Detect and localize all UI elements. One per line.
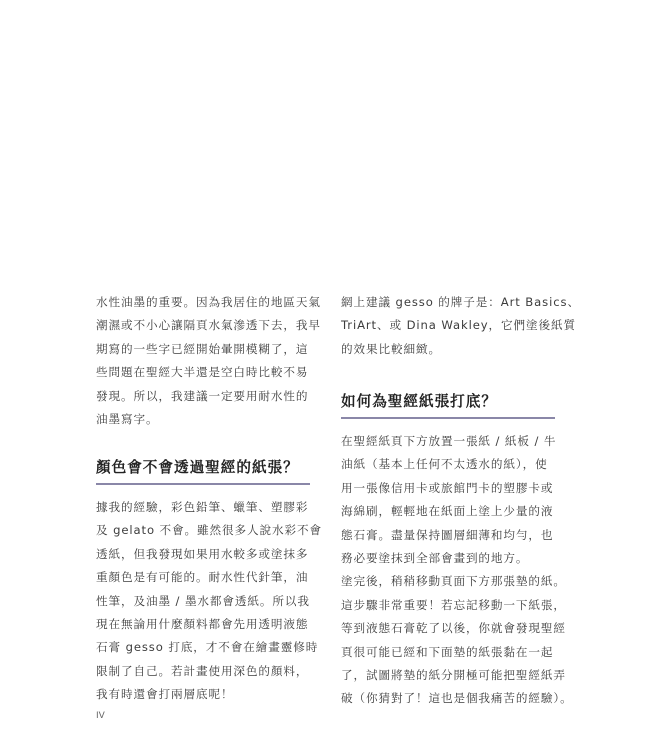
text-line: 透紙，但我發現如果用水較多或塗抹多	[96, 546, 309, 561]
text-line: 據我的經驗，彩色鉛筆、蠟筆、塑膠彩	[96, 500, 309, 514]
text-line: 了，試圖將墊的紙分開極可能把聖經紙弄	[341, 668, 566, 683]
right-paragraph-2	[341, 430, 573, 711]
text-line: 的效果比較細緻。	[341, 341, 441, 356]
text-line: 務必要塗抹到全部會畫到的地方。	[341, 551, 529, 566]
text-line: 我有時還會打兩層底呢！	[96, 687, 234, 702]
text-line: 油紙（基本上任何不太透水的紙），使	[341, 457, 548, 472]
text-line: 油墨寫字。	[96, 412, 159, 427]
text-line: 在聖經紙頁下方放置一張紙 / 紙板 / 牛	[341, 434, 557, 448]
left-paragraph-2	[96, 496, 322, 707]
page-number: IV	[96, 711, 105, 721]
text-line: 破（你猜對了！這也是個我痛苦的經驗）。	[341, 691, 573, 706]
text-line: 些問題在聖經大半還是空白時比較不易	[96, 365, 309, 380]
text-line: 塗完後，稍稍移動頁面下方那張墊的紙。	[341, 574, 566, 589]
text-line: 水性油墨的重要。因為我居住的地區天氣	[96, 295, 321, 309]
text-line: 發現。所以，我建議一定要用耐水性的	[96, 388, 309, 403]
text-line: TriArt、或 Dina Wakley，它們塗後紙質	[341, 318, 576, 333]
right-paragraph-1	[341, 291, 580, 361]
text-line: 潮濕或不小心讓隔頁水氣滲透下去，我早	[96, 318, 321, 333]
text-line: 等到液態石膏乾了以後，你就會發現聖經	[341, 621, 566, 636]
text-line: 態石膏。盡量保持圖層細薄和均勻，也	[341, 527, 554, 542]
section-heading-paper-bleed: 顏色會不會透過聖經的紙張？	[96, 456, 310, 485]
text-line: 石膏 gesso 打底，才不會在繪畫靈修時	[96, 640, 319, 655]
text-line: 及 gelato 不會。雖然很多人說水彩不會	[96, 523, 322, 538]
text-line: 期寫的一些字已經開始暈開模糊了，這	[96, 341, 309, 356]
text-line: 限制了自己。若計畫使用深色的顏料，	[96, 663, 309, 678]
text-line: 用一張像信用卡或旅館門卡的塑膠卡或	[341, 480, 554, 495]
section-heading-priming-paper: 如何為聖經紙張打底？	[341, 390, 555, 419]
text-line: 網上建議 gesso 的牌子是：Art Basics、	[341, 295, 580, 309]
text-line: 重顏色是有可能的。耐水性代針筆，油	[96, 570, 309, 585]
left-paragraph-1	[96, 291, 321, 431]
text-line: 海綿刷，輕輕地在紙面上塗上少量的液	[341, 504, 554, 519]
text-line: 現在無論用什麼顏料都會先用透明液態	[96, 617, 309, 632]
text-line: 頁很可能已經和下面墊的紙張黏在一起	[341, 644, 554, 659]
text-line: 這步驟非常重要！若忘記移動一下紙張，	[341, 597, 566, 612]
text-line: 性筆，及油墨 / 墨水都會透紙。所以我	[96, 593, 310, 608]
